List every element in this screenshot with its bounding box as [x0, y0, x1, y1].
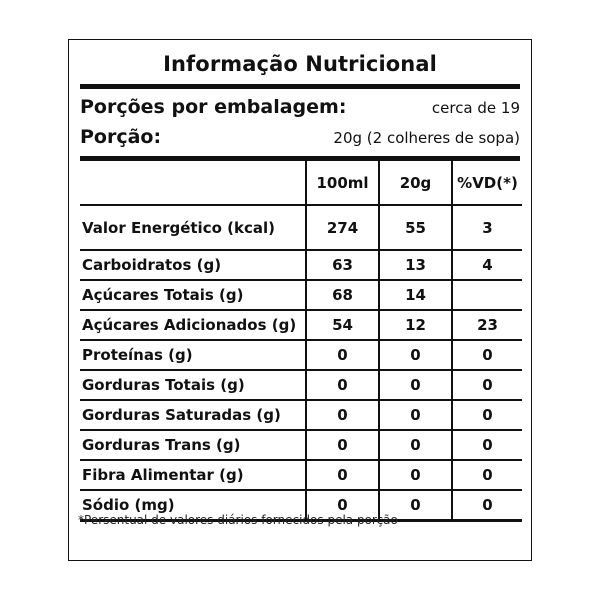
value-daily: 0	[452, 490, 522, 521]
value-20g: 14	[379, 280, 452, 310]
value-100ml: 0	[306, 460, 379, 490]
servings-per-package-value: cerca de 19	[431, 99, 520, 117]
value-100ml: 0	[306, 370, 379, 400]
value-daily: 0	[452, 370, 522, 400]
header-100ml: 100ml	[306, 161, 379, 205]
header-daily-value: %VD(*)	[452, 161, 522, 205]
value-20g: 12	[379, 310, 452, 340]
value-daily: 3	[452, 205, 522, 250]
nutrient-name: Proteínas (g)	[80, 340, 306, 370]
value-100ml: 0	[306, 340, 379, 370]
nutrition-facts-panel	[68, 39, 532, 561]
header-20g: 20g	[379, 161, 452, 205]
value-daily	[452, 280, 522, 310]
value-20g: 0	[379, 340, 452, 370]
value-daily: 23	[452, 310, 522, 340]
nutrient-name: Açúcares Totais (g)	[80, 280, 306, 310]
value-daily: 0	[452, 430, 522, 460]
portion-value: 20g (2 colheres de sopa)	[333, 129, 520, 147]
value-100ml: 0	[306, 430, 379, 460]
value-daily: 0	[452, 400, 522, 430]
value-20g: 0	[379, 460, 452, 490]
nutrient-name: Carboidratos (g)	[80, 250, 306, 280]
table-row	[80, 280, 522, 310]
value-20g: 0	[379, 430, 452, 460]
value-100ml: 63	[306, 250, 379, 280]
value-daily: 0	[452, 340, 522, 370]
value-20g: 0	[379, 400, 452, 430]
table-row	[80, 310, 522, 340]
nutrient-name: Sódio (mg)	[80, 490, 306, 521]
value-100ml: 0	[306, 490, 379, 521]
nutrient-name: Gorduras Trans (g)	[80, 430, 306, 460]
divider	[80, 84, 520, 89]
value-100ml: 68	[306, 280, 379, 310]
table-header-row	[80, 161, 522, 205]
value-daily: 0	[452, 460, 522, 490]
table-row	[80, 370, 522, 400]
nutrition-table	[80, 161, 522, 522]
nutrient-name: Gorduras Saturadas (g)	[80, 400, 306, 430]
footnote: *Persentual de valores diários fornecidos pela porção	[78, 513, 398, 527]
value-100ml: 0	[306, 400, 379, 430]
value-20g: 0	[379, 370, 452, 400]
value-20g: 13	[379, 250, 452, 280]
table-row	[80, 205, 522, 250]
servings-per-package-label: Porções por embalagem:	[80, 96, 347, 118]
servings-per-package-row	[80, 96, 520, 118]
table-row	[80, 430, 522, 460]
value-daily: 4	[452, 250, 522, 280]
value-100ml: 274	[306, 205, 379, 250]
nutrient-name: Açúcares Adicionados (g)	[80, 310, 306, 340]
portion-label: Porção:	[80, 126, 162, 148]
nutrient-name: Valor Energético (kcal)	[80, 205, 306, 250]
panel-title: Informação Nutricional	[163, 52, 437, 76]
nutrient-name: Gorduras Totais (g)	[80, 370, 306, 400]
table-row	[80, 340, 522, 370]
nutrient-name: Fibra Alimentar (g)	[80, 460, 306, 490]
table-row	[80, 250, 522, 280]
value-100ml: 54	[306, 310, 379, 340]
table-row	[80, 460, 522, 490]
value-20g: 55	[379, 205, 452, 250]
header-empty-cell	[80, 161, 306, 205]
table-row	[80, 400, 522, 430]
portion-row	[80, 126, 520, 148]
value-20g: 0	[379, 490, 452, 521]
